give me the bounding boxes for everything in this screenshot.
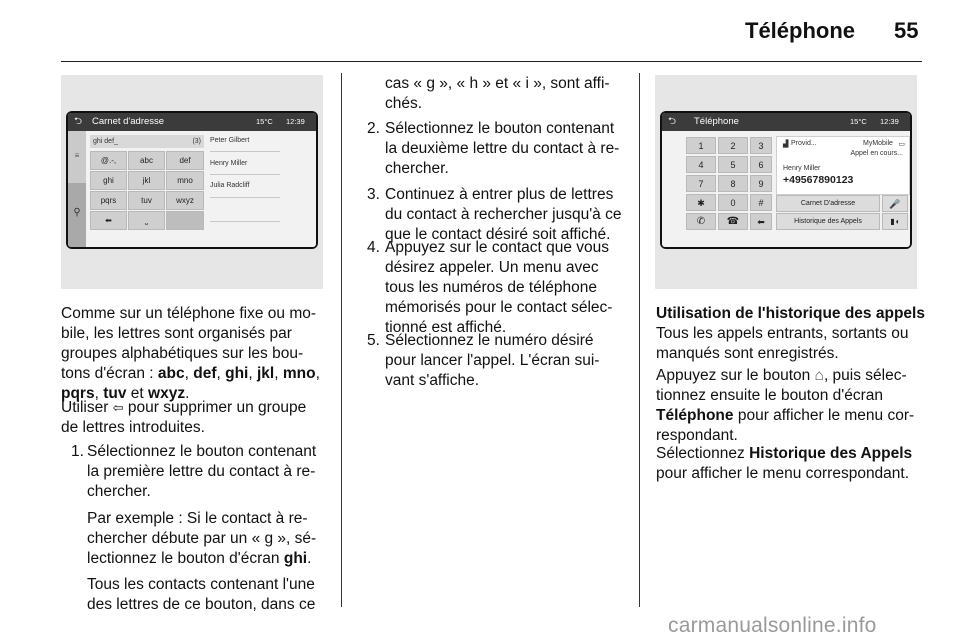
dial-key[interactable]: #: [750, 194, 772, 211]
key-space[interactable]: ⎵: [128, 211, 165, 230]
step-5: Sélectionnez le numéro désiré pour lancer l'appel. L'écran sui- vant s'affiche.: [385, 332, 600, 389]
caller-number: +49567890123: [783, 174, 854, 186]
call-info-panel: [776, 136, 910, 195]
dial-key[interactable]: 2: [718, 137, 748, 154]
step-4: Appuyez sur le contact que vous désirez appeler. Un menu avec tous les numéros de téléphone mémorisés pour le contact sélec- tionné est affiché.: [385, 239, 613, 336]
dial-key[interactable]: 1: [686, 137, 716, 154]
key-abc[interactable]: abc: [128, 151, 165, 170]
call-icon[interactable]: ✆: [686, 213, 716, 230]
key-pqrs[interactable]: pqrs: [90, 191, 127, 210]
paragraph-intro: Comme sur un téléphone fixe ou mo- bile, les lettres sont organisés par groupes alphabétiques sur les bou- tons d'écran : abc, def, ghi, jkl, mno, pqrs, tuv et wxyz.: [61, 305, 320, 402]
key-mno[interactable]: mno: [166, 171, 204, 190]
handset-transfer-icon[interactable]: ▮◖: [882, 213, 908, 230]
step-1: Sélectionnez le bouton contenant la première lettre du contact à re- chercher.: [87, 443, 317, 500]
dial-key[interactable]: 9: [750, 175, 772, 192]
clock: 12:39: [880, 117, 899, 126]
caller-name: Henry Miller: [783, 165, 821, 172]
battery-icon: ▭: [898, 141, 905, 148]
dial-key[interactable]: ✱: [686, 194, 716, 211]
screen-title-bar: [662, 113, 910, 131]
contact-item[interactable]: Peter Gilbert: [210, 137, 250, 144]
screen-title: Téléphone: [694, 116, 739, 127]
contact-item[interactable]: Julia Radcliff: [210, 182, 250, 189]
dial-key[interactable]: 5: [718, 156, 748, 173]
backspace-icon[interactable]: ⬅: [750, 213, 772, 230]
search-input[interactable]: ghi def_ (3): [90, 135, 204, 148]
key-tuv[interactable]: tuv: [128, 191, 165, 210]
hang-up-icon[interactable]: ☎: [718, 213, 748, 230]
page-header-title: Téléphone: [745, 18, 856, 43]
dial-key[interactable]: 4: [686, 156, 716, 173]
paragraph-select-history: Sélectionnez Historique des Appels pour afficher le menu correspondant.: [656, 445, 913, 482]
step-number: 5.: [367, 332, 380, 349]
dial-key[interactable]: 3: [750, 137, 772, 154]
screen-frame: [66, 111, 318, 249]
step-number: 4.: [367, 239, 380, 256]
screenshot-address-book: [61, 75, 323, 289]
paragraph-open-phone: Appuyez sur le bouton ⌂, puis sélec- tionnez ensuite le bouton d'écran Téléphone pour afficher le menu cor- respondant.: [656, 367, 915, 444]
search-icon[interactable]: ⚲: [68, 183, 86, 247]
temperature: 15°C: [256, 117, 273, 126]
step-2: Sélectionnez le bouton contenant la deuxième lettre du contact à re- chercher.: [385, 120, 620, 177]
clock: 12:39: [286, 117, 305, 126]
dial-key[interactable]: 8: [718, 175, 748, 192]
contact-item[interactable]: Henry Miller: [210, 160, 248, 167]
paragraph-delete: Utiliser ⇦ pour supprimer un groupe de lettres introduites.: [61, 399, 307, 436]
step-1-note: Tous les contacts contenant l'une des lettres de ce bouton, dans ce: [87, 576, 316, 613]
step-3: Continuez à entrer plus de lettres du contact à rechercher jusqu'à ce que le contact désiré soit affiché.: [385, 186, 622, 243]
paragraph-history: Tous les appels entrants, sortants ou manqués sont enregistrés.: [656, 325, 909, 362]
key-wxyz[interactable]: wxyz: [166, 191, 204, 210]
column-divider: [341, 73, 342, 607]
address-book-button[interactable]: Carnet D'adresse: [776, 195, 880, 212]
section-heading: Utilisation de l'historique des appels: [656, 305, 925, 322]
signal-icon: ▟: [783, 141, 789, 148]
step-1-continued: cas « g », « h » et « i », sont affi- chés.: [385, 75, 610, 112]
screen-title: Carnet d'adresse: [92, 116, 165, 127]
network-name: MyMobile: [863, 140, 893, 147]
header-rule: [61, 61, 922, 62]
dial-key[interactable]: 7: [686, 175, 716, 192]
step-number: 3.: [367, 186, 380, 203]
delete-arrow-icon: ⇦: [112, 400, 124, 415]
step-1-example: Par exemple : Si le contact à re- chercher débute par un « g », sé- lectionnez le bouton d'écran ghi.: [87, 510, 317, 567]
screen-title-bar: [68, 113, 316, 131]
screenshot-phone-call: [655, 75, 917, 289]
step-number: 2.: [367, 120, 380, 137]
key-empty[interactable]: [166, 211, 204, 230]
key-ghi[interactable]: ghi: [90, 171, 127, 190]
call-history-button[interactable]: Historique des Appels: [776, 213, 880, 230]
page-number: 55: [894, 18, 919, 43]
step-number: 1.: [71, 443, 84, 460]
temperature: 15°C: [850, 117, 867, 126]
key-jkl[interactable]: jkl: [128, 171, 165, 190]
key-backspace[interactable]: ⬅: [90, 211, 127, 230]
call-status: Appel en cours...: [850, 150, 903, 157]
key-symbols[interactable]: @.-,: [90, 151, 127, 170]
back-arrow-icon[interactable]: ⮌: [74, 116, 83, 127]
dial-key[interactable]: 6: [750, 156, 772, 173]
back-arrow-icon[interactable]: ⮌: [668, 116, 677, 127]
list-mode-icon[interactable]: ≡: [68, 131, 86, 183]
key-def[interactable]: def: [166, 151, 204, 170]
home-icon: ⌂: [814, 367, 824, 384]
mute-mic-icon[interactable]: 🎤: [882, 195, 908, 212]
screen-frame: [660, 111, 912, 249]
provider-name: Provid...: [791, 140, 817, 147]
dial-key[interactable]: 0: [718, 194, 748, 211]
watermark: carmanualsonline.info: [668, 614, 877, 637]
column-divider: [639, 73, 640, 607]
